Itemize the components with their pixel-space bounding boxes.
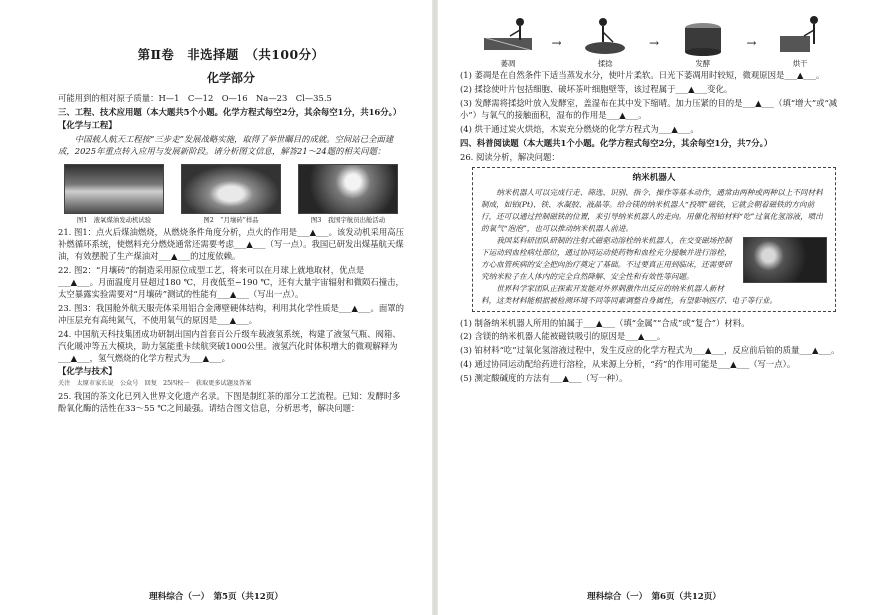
- page-footer-right: 理科综合（一） 第6页（共12页）: [587, 591, 721, 602]
- withering-icon: [480, 14, 536, 58]
- watermark-notice: 关注 太原市家长说 公众号 回复 25四校一 获取更多试题及答案: [58, 380, 252, 388]
- question-26-3: (3) 铂材料“吃”过氧化氢溶液过程中，发生反应的化学方程式为___▲___，反应前后铂的质量___▲___。: [460, 345, 840, 356]
- page-6: [438, 0, 870, 615]
- process-step-withering: [476, 14, 540, 70]
- question-26-2: (2) 含镁的纳米机器人能被磁铁吸引的原因是___▲___。: [460, 331, 666, 342]
- question-21: 21. 图1：点火后煤油燃烧，从燃烧条件角度分析，点火的作用是___▲___。该发动机采用高压补燃循环系统，使燃料充分燃烧通常还需要考虑___▲___（写一点）。我国已研发出煤基航天煤油，有效摆脱了生产煤油对___▲___的过度依赖。: [58, 227, 404, 262]
- question-25-1: (1) 萎凋是在自然条件下适当蒸发水分，使叶片柔软。日光下萎凋用时较短，微观原因是___▲___。: [460, 70, 825, 80]
- fermenting-icon: [675, 14, 731, 58]
- photo-caption-1: 图1 液氧煤油发动机试验: [76, 216, 152, 225]
- nanorobot-image: [743, 237, 827, 283]
- photo-row: [64, 164, 398, 225]
- engine-test-image: [64, 164, 164, 214]
- tag-chem-engineering: 【化学与工程】: [58, 120, 117, 131]
- question-26-1: (1) 制备纳米机器人所用的铂属于___▲___（填“金属”“合成”或“复合”）材料。: [460, 317, 750, 328]
- question-24: 24. 中国航天科技集团成功研制出国内首套百公斤级车载液氢系统，构建了液氢气瓶、阀箱、汽化暖冲等五大模块，助力氢能重卡续航突破1000公里。液氢汽化时体积增大的微观解释为___▲___，氢气燃烧的化学方程式为___▲___。: [58, 328, 401, 363]
- question-26-intro: 26. 阅读分析，解决问题：: [460, 151, 560, 162]
- passage-title: 纳米机器人: [632, 173, 676, 184]
- process-step-rolling: [573, 14, 637, 70]
- photo-caption-2: 图2 “月壤砖”样品: [203, 216, 259, 225]
- process-step-label: 萎凋: [500, 59, 516, 69]
- passage-paragraph-1: 纳米机器人可以完成行走、筛选、识别、指令、操作等基本动作，通常由两种或两种以上不同材料制成，如铂(Pt)、铁、水凝胶、液晶等。给合镁的纳米机器人“投喂”磁铁，它就会朝着磁铁的方向前行，还可以通过控制磁铁的位置，来引导纳米机器人的走向。用催化剂铂材料“吃”过氧化氢溶液，喷出的氧气“泡泡”，也可以推动纳米机器人前进。: [481, 187, 823, 233]
- process-step-label: 发酵: [695, 59, 711, 69]
- part4-heading: 四、科普阅读题（本大题共1个小题。化学方程式每空2分，其余每空1分，共7分。）: [460, 137, 773, 148]
- question-22: 22. 图2：“月壤砖”的制造采用原位成型工艺，将来可以在月球上就地取材，优点是___▲___。月面温度月昼超过180 ℃，月夜低至−190 ℃，还有大量宇宙辐射和微陨石撞击，太空暴露实验需要对“月壤砖”测试的性能有___▲___（写出一点）。: [58, 265, 404, 299]
- page-footer-left: 理科综合（一） 第5页（共12页）: [149, 591, 283, 602]
- question-25-2: (2) 揉捻使叶片包括细胞、破坏茶叶细胞壁等，该过程属于___▲___变化。: [460, 83, 733, 94]
- page-5: [0, 0, 432, 615]
- lunar-brick-image: [181, 164, 281, 214]
- subject-title: 化学部分: [206, 70, 255, 85]
- photo-figure-3: [298, 164, 398, 225]
- tea-process-flow: [470, 4, 838, 70]
- part3-heading: 三、工程、技术应用题（本大题共5个小题。化学方程式每空2分，其余每空1分，共16分。）: [58, 106, 402, 117]
- photo-caption-3: 图3 我国宇航员出舱活动: [310, 216, 386, 225]
- process-step-drying: [768, 14, 832, 70]
- question-26-5: (5) 测定酸碱度的方法有___▲___（写一种）。: [460, 373, 628, 384]
- flow-arrow-icon: →: [551, 35, 562, 50]
- space-intro: 中国载人航天工程按“三步走”发展战略实施，取得了举世瞩目的成就。空间站已全面建成，2025年重点转入应用与发展新阶段。请分析图文信息，解答21～24题的相关问题：: [58, 134, 394, 157]
- section-title: 第Ⅱ卷 非选择题 （共100分）: [137, 47, 325, 62]
- process-step-fermenting: [671, 14, 735, 70]
- photo-figure-2: [181, 164, 281, 225]
- photo-figure-1: [64, 164, 164, 225]
- atomic-masses: 可能用到的相对原子质量：H—1 C—12 O—16 Na—23 Cl—35.5: [58, 92, 332, 103]
- question-26-4: (4) 通过协同运动配给药进行溶栓，从来源上分析，“药”的作用可能是___▲___（写一点）。: [460, 359, 796, 370]
- process-step-label: 烘干: [792, 59, 808, 69]
- passage-paragraph-2: 我国某科研团队研制的注射式磁驱动溶栓纳米机器人，在交变磁场控制下运动到血栓病灶部位，通过协同运动使药物和血栓充分接触并进行溶栓，方心血管疾病的安全把向治疗奠定了基础。不过要真正用到临床，还需要研究纳米粒子在人体内的完全自然降解、安全性和有效性等问题。: [481, 235, 732, 281]
- passage-paragraph-3: 世界科学家团队正探索开发能对外界刺激作出反应的纳米机器人新材料，这类材料能根据被检测环境不同等同素调整自身属性，有望影响医疗、电子等行业。: [481, 283, 778, 305]
- process-step-label: 揉捻: [597, 59, 613, 69]
- question-25-4: (4) 烘干通过炭火烘焙，木炭充分燃烧的化学方程式为___▲___。: [460, 123, 699, 134]
- question-25-3: (3) 发酵需将揉捻叶放入发酵室，盖湿布在其中发下缩晴。加力压紧的目的是___▲___（填“增大”或“减小”）与氧气的接触面积，湿布的作用是___▲___。: [460, 97, 838, 120]
- spacewalk-image: [298, 164, 398, 214]
- flow-arrow-icon: →: [648, 35, 660, 50]
- question-23: 23. 图3：我国舱外航天服壳体采用铝合金薄壁硬体结构，利用其化学性质是___▲___。面罩的冲压层充有高纯氮气，不使用氧气的原因是___▲___。: [58, 302, 404, 325]
- reading-passage-box: [472, 167, 836, 311]
- flow-arrow-icon: →: [746, 35, 757, 50]
- tag-chem-technology: 【化学与技术】: [58, 366, 117, 377]
- drying-icon: [772, 14, 828, 58]
- question-25: 25. 我国的茶文化已列入世界文化遗产名录。下图是制红茶的部分工艺流程。已知：发酵时多酚氧化酶的活性在33～55 ℃之间最强。请结合图文信息，分析思考，解决问题：: [58, 391, 401, 414]
- rolling-icon: [577, 14, 633, 58]
